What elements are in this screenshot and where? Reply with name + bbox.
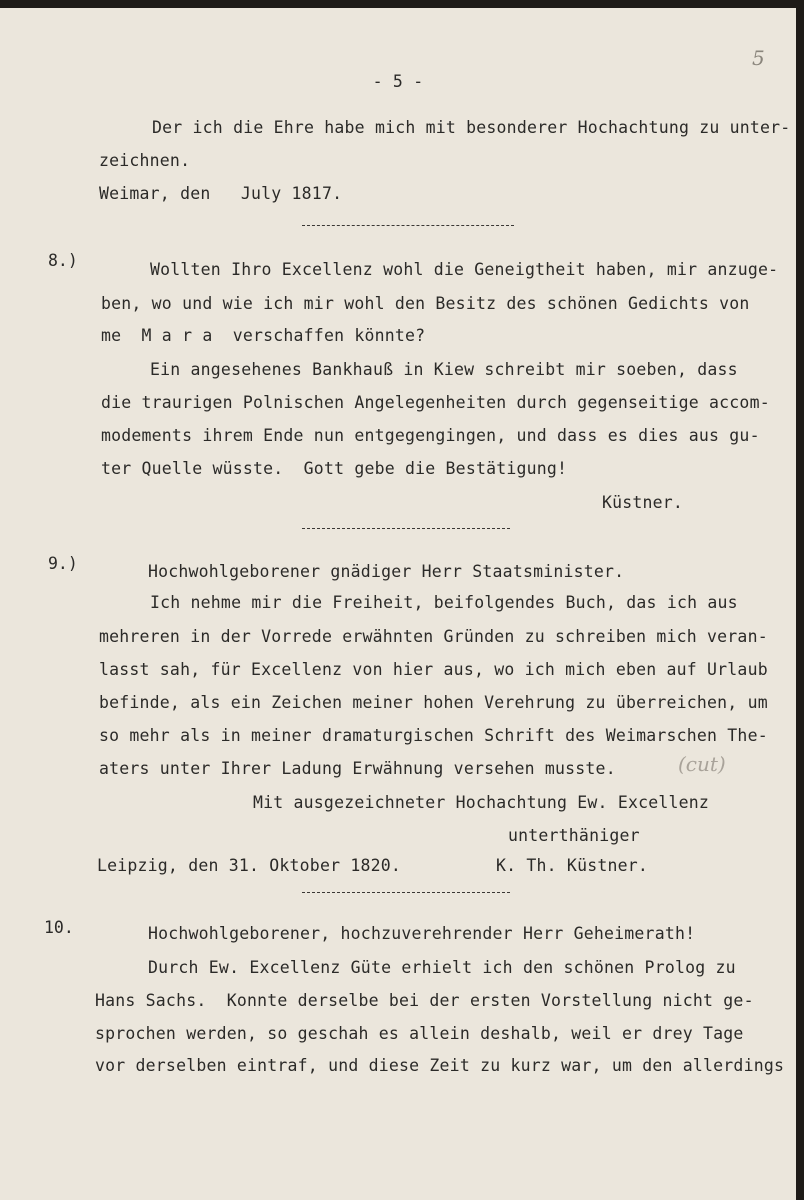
text-line: aters unter Ihrer Ladung Erwähnung versehen musste. bbox=[99, 759, 616, 778]
text-line: me M a r a verschaffen könnte? bbox=[101, 326, 426, 345]
text-line: so mehr als in meiner dramaturgischen Schrift des Weimarschen The- bbox=[99, 726, 768, 745]
text-line: Hochwohlgeborener gnädiger Herr Staatsminister. bbox=[148, 562, 625, 581]
text-line: ben, wo und wie ich mir wohl den Besitz des schönen Gedichts von bbox=[101, 294, 750, 313]
pencil-annotation: (cut) bbox=[678, 752, 726, 776]
text-line: Hans Sachs. Konnte derselbe bei der ersten Vorstellung nicht ge- bbox=[95, 991, 754, 1010]
entry-number: 8.) bbox=[48, 251, 78, 270]
signature-line: Küstner. bbox=[602, 493, 684, 512]
closing-line: Mit ausgezeichneter Hochachtung Ew. Excellenz bbox=[253, 793, 710, 812]
entry-number: 10. bbox=[44, 918, 74, 937]
section-divider bbox=[302, 528, 510, 529]
section-divider bbox=[302, 225, 514, 226]
text-line: die traurigen Polnischen Angelegenheiten durch gegenseitige accom- bbox=[101, 393, 770, 412]
closing-line: unterthäniger bbox=[508, 826, 640, 845]
handwritten-page-mark: 5 bbox=[752, 46, 765, 70]
scan-right-edge bbox=[796, 0, 804, 1200]
text-line: Wollten Ihro Excellenz wohl die Geneigtheit haben, mir anzuge- bbox=[150, 260, 779, 279]
scan-top-edge bbox=[0, 0, 804, 8]
document-page bbox=[0, 8, 796, 1200]
entry-number: 9.) bbox=[48, 554, 78, 573]
place-date-line: Leipzig, den 31. Oktober 1820. bbox=[97, 856, 402, 875]
text-line: Der ich die Ehre habe mich mit besonderer Hochachtung zu unter- bbox=[152, 118, 791, 137]
signature-line: K. Th. Küstner. bbox=[496, 856, 649, 875]
text-line: Durch Ew. Excellenz Güte erhielt ich den schönen Prolog zu bbox=[148, 958, 736, 977]
page-number: - 5 - bbox=[372, 72, 424, 91]
text-line: ter Quelle wüsste. Gott gebe die Bestätigung! bbox=[101, 459, 568, 478]
text-line: sprochen werden, so geschah es allein deshalb, weil er drey Tage bbox=[95, 1024, 744, 1043]
text-line: Hochwohlgeborener, hochzuverehrender Herr Geheimerath! bbox=[148, 924, 696, 943]
text-line: Ich nehme mir die Freiheit, beifolgendes Buch, das ich aus bbox=[150, 593, 738, 612]
text-line: zeichnen. bbox=[99, 151, 191, 170]
text-line: Ein angesehenes Bankhauß in Kiew schreibt mir soeben, dass bbox=[150, 360, 738, 379]
text-line: mehreren in der Vorrede erwähnten Gründen zu schreiben mich veran- bbox=[99, 627, 768, 646]
text-line: lasst sah, für Excellenz von hier aus, wo ich mich eben auf Urlaub bbox=[99, 660, 768, 679]
section-divider bbox=[302, 892, 510, 893]
text-line: vor derselben eintraf, und diese Zeit zu kurz war, um den allerdings bbox=[95, 1056, 785, 1075]
text-line: modements ihrem Ende nun entgegengingen, und dass es dies aus gu- bbox=[101, 426, 760, 445]
text-line: befinde, als ein Zeichen meiner hohen Verehrung zu überreichen, um bbox=[99, 693, 768, 712]
text-line: Weimar, den July 1817. bbox=[99, 184, 343, 203]
